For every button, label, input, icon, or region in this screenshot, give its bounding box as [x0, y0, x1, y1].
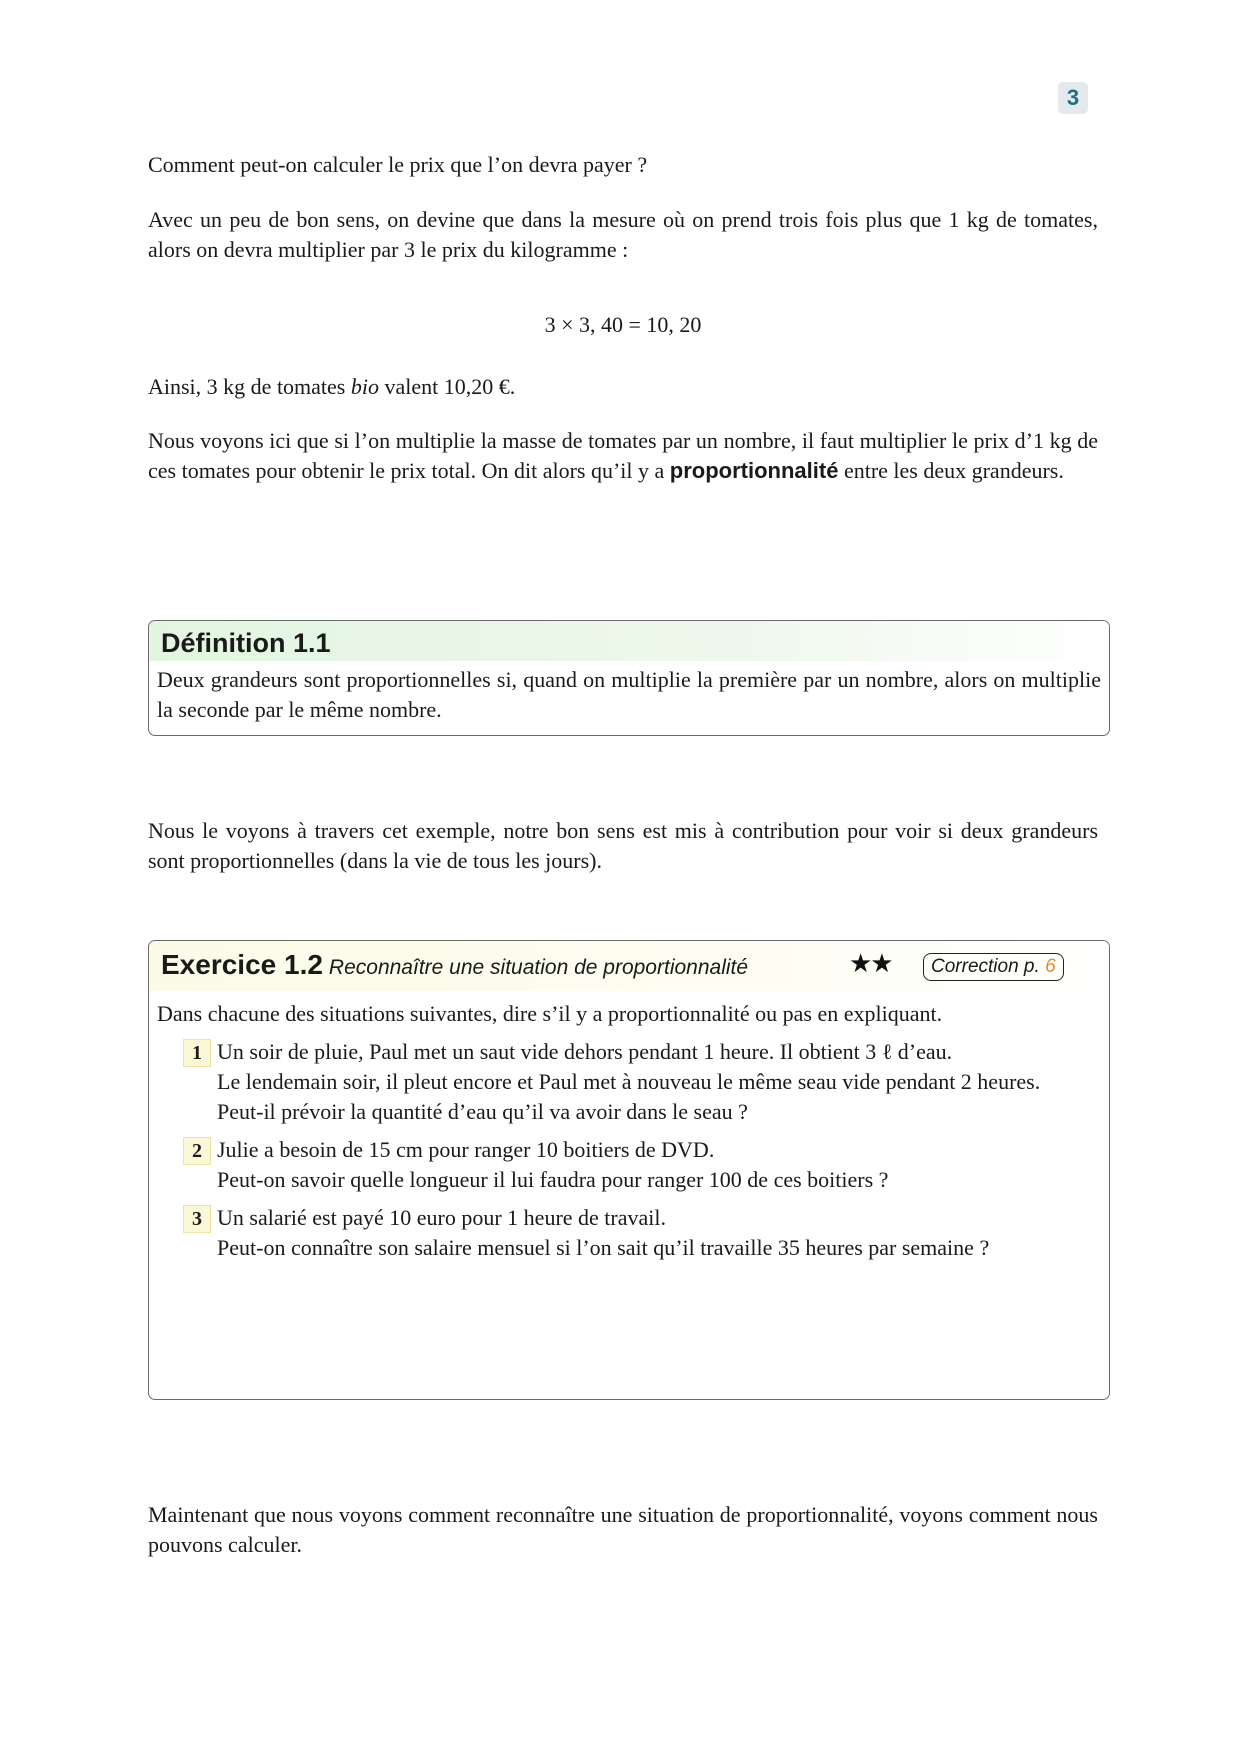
- exercise-intro: Dans chacune des situations suivantes, dire s’il y a proportionnalité ou pas en expliquant.: [157, 1001, 943, 1026]
- item-line: Un salarié est payé 10 euro pour 1 heure de travail.: [217, 1205, 666, 1230]
- item-line: Peut-on savoir quelle longueur il lui faudra pour ranger 100 de ces boitiers ?: [217, 1167, 889, 1192]
- result-italic-word: bio: [350, 374, 379, 399]
- exercise-subtitle: Reconnaître une situation de proportionnalité: [328, 956, 749, 979]
- item-line: Peut-on connaître son salaire mensuel si l’on sait qu’il travaille 35 heures par semaine ?: [217, 1235, 990, 1260]
- page-number: 3: [1058, 82, 1088, 114]
- item-line: Le lendemain soir, il pleut encore et Paul met à nouveau le même seau vide pendant 2 heures.: [217, 1069, 1041, 1094]
- paragraph-result: [148, 372, 1098, 402]
- correction-page[interactable]: 6: [1045, 956, 1056, 977]
- exercise-title: Exercice 1.2: [161, 949, 323, 980]
- item-number: 2: [183, 1137, 211, 1165]
- correction-label: Correction p.: [931, 956, 1040, 977]
- exercise-item: [157, 1135, 1101, 1195]
- item-number: 1: [183, 1039, 211, 1067]
- definition-title: Définition 1.1: [149, 621, 1109, 661]
- equation: 3 × 3, 40 = 10, 20: [544, 312, 702, 337]
- result-text-end: valent 10,20 €.: [379, 374, 516, 399]
- paragraph-conclusion: Maintenant que nous voyons comment reconnaître une situation de proportionnalité, voyons comment nous pouvons calculer.: [148, 1502, 1098, 1557]
- difficulty-stars-icon: ★★: [849, 949, 892, 979]
- proportionality-text-end: entre les deux grandeurs.: [838, 458, 1064, 483]
- exercise-body: [149, 991, 1109, 1263]
- item-line: Peut-il prévoir la quantité d’eau qu’il va avoir dans le seau ?: [217, 1099, 748, 1124]
- correction-link[interactable]: [923, 953, 1064, 981]
- proportionality-term: proportionnalité: [669, 458, 839, 483]
- definition-body: Deux grandeurs sont proportionnelles si, quand on multiplie la première par un nombre, alors on multiplie la seconde par le même nombre.: [157, 667, 1101, 722]
- paragraph-question: Comment peut-on calculer le prix que l’on devra payer ?: [148, 152, 648, 177]
- item-number: 3: [183, 1205, 211, 1233]
- item-line: Julie a besoin de 15 cm pour ranger 10 boitiers de DVD.: [217, 1137, 715, 1162]
- exercise-header: [149, 941, 1109, 991]
- exercise-item: [157, 1203, 1101, 1263]
- paragraph-proportionality: [148, 426, 1098, 486]
- paragraph-reasoning: Avec un peu de bon sens, on devine que dans la mesure où on prend trois fois plus que 1 kg de tomates, alors on devra multiplier par 3 le prix du kilogramme :: [148, 207, 1098, 262]
- definition-box: [148, 620, 1110, 736]
- item-line: Un soir de pluie, Paul met un saut vide dehors pendant 1 heure. Il obtient 3 ℓ d’eau.: [217, 1039, 953, 1064]
- proportionality-text: Nous voyons ici que si l’on multiplie la masse de tomates par un nombre, il faut multiplier le prix d’1 kg de ces tomates pour obtenir le prix total. On dit alors qu’il y a: [148, 428, 1098, 483]
- paragraph-example: Nous le voyons à travers cet exemple, notre bon sens est mis à contribution pour voir si deux grandeurs sont proportionnelles (dans la vie de tous les jours).: [148, 818, 1098, 873]
- exercise-box: [148, 940, 1110, 1400]
- exercise-item: [157, 1037, 1101, 1127]
- result-text-start: Ainsi, 3 kg de tomates: [148, 374, 351, 399]
